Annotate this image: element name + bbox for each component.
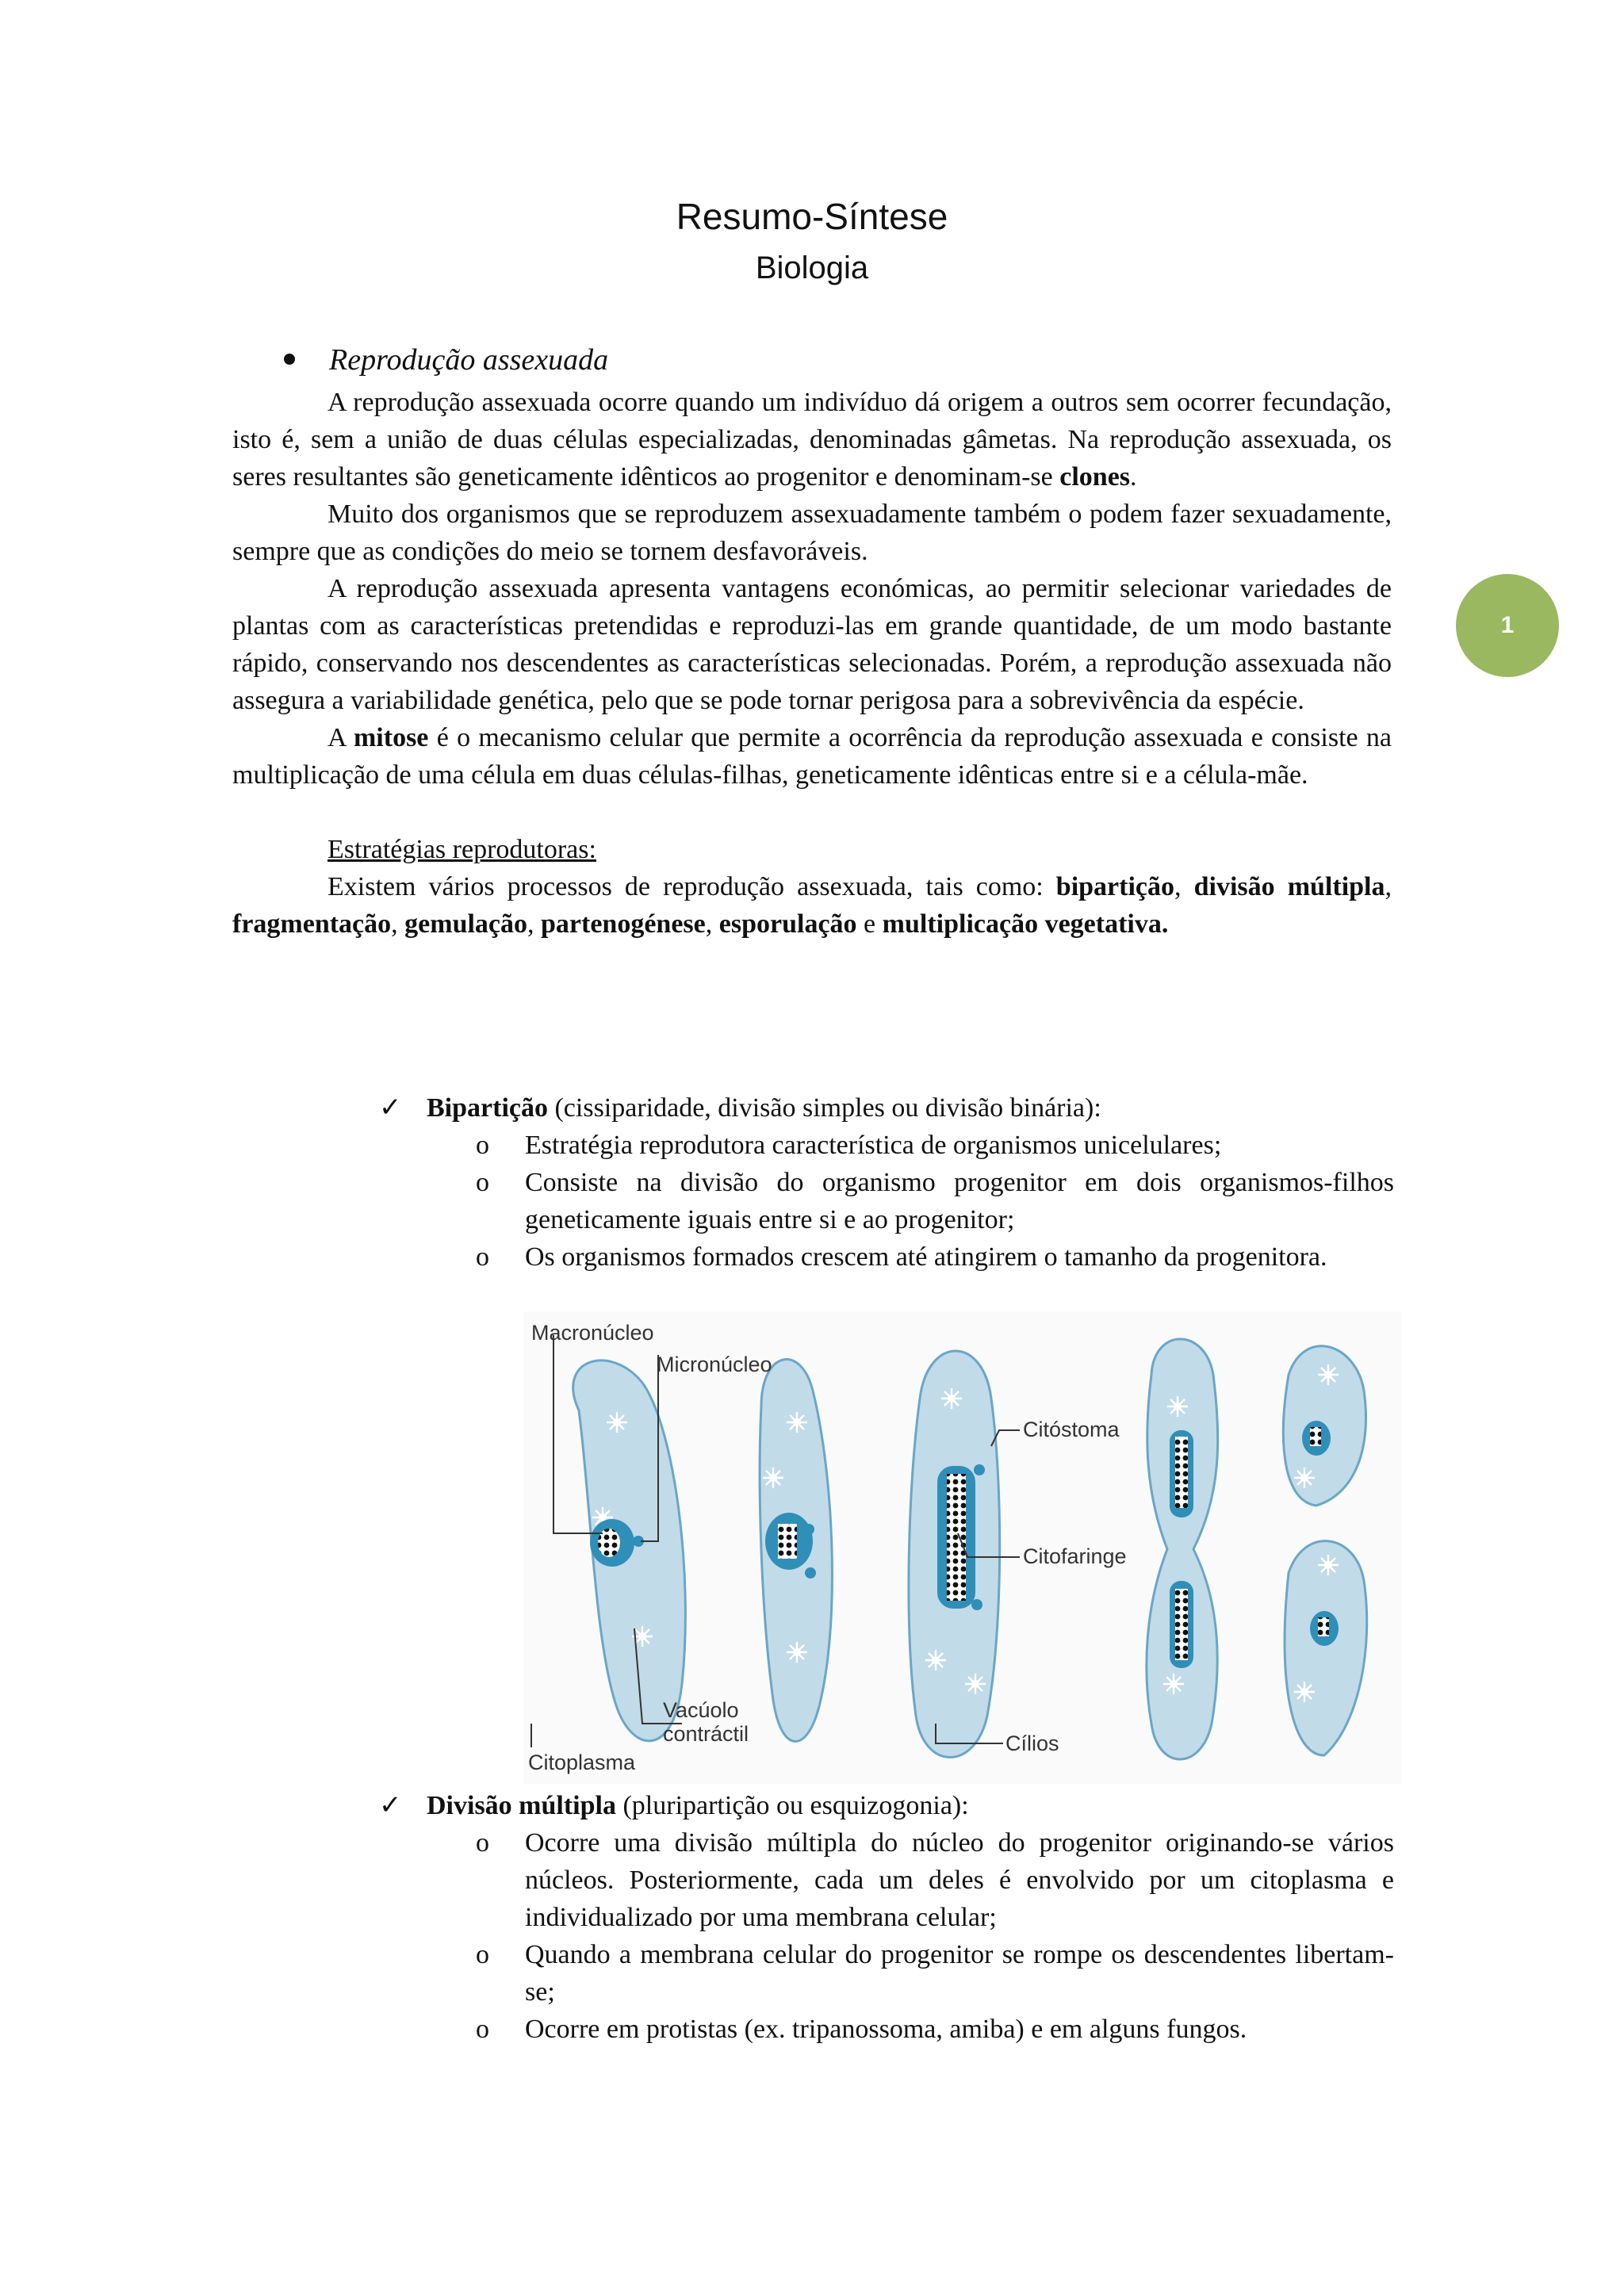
multiple-division-list xyxy=(379,1824,1394,2048)
label-vacuolo: Vacúolo xyxy=(663,1698,739,1722)
label-citoplasma: Citoplasma xyxy=(528,1751,636,1774)
checkmark-icon: ✓ xyxy=(379,1789,402,1821)
strategies-intro: Existem vários processos de reprodução assexuada, tais como: bipartição, divisão múltipla, fragmentação, gemulação, partenogénese, esporulação e multiplicação vegetativa. xyxy=(232,872,1392,939)
label-citofaringe: Citofaringe xyxy=(1023,1544,1127,1568)
label-contractil: contráctil xyxy=(663,1722,749,1746)
paramecium-cell-3 xyxy=(909,1351,1000,1758)
label-citostoma: Citóstoma xyxy=(1023,1418,1120,1441)
checkmark-icon: ✓ xyxy=(379,1092,402,1123)
paragraph-advantages: A reprodução assexuada apresenta vantagens económicas, ao permitir selecionar variedades de plantas com as características pretendidas e reproduzi-las em grande quantidade, de um modo bastante rápido, conservando nos descendentes as características selecionadas. Porém, a reprodução assexuada não assegura a variabilidade genética, pelo que se pode tornar perigosa para a sobrevivência da espécie. xyxy=(232,574,1392,715)
strategies-heading: Estratégias reprodutoras: xyxy=(327,835,596,864)
multiple-division-section: ✓ Divisão múltipla (pluripartição ou esquizogonia): o Ocorre uma divisão múltipla do núcleo do progenitor originando-se vários núcleos. Posteriormente, cada um deles é envolvido por um citoplasma e individualizado por uma membrana celular; o Quando a membrana celular do progenitor se rompe os descendentes libertam-se; o Ocorre em protistas (ex. tripanossoma, amiba) e em alguns fungos. xyxy=(379,1787,1394,2048)
paragraph-sexual: Muito dos organismos que se reproduzem assexuadamente também o podem fazer sexuadamente, sempre que as condições do meio se tornem desfavoráveis. xyxy=(232,499,1392,566)
page-number-badge: 1 xyxy=(1456,574,1559,677)
list-item: o Consiste na divisão do organismo progenitor em dois organismos-filhos geneticamente iguais entre si e ao progenitor; xyxy=(476,1168,1394,1234)
page-subtitle: Biologia xyxy=(755,251,869,285)
list-item: o Quando a membrana celular do progenitor se rompe os descendentes libertam-se; xyxy=(476,1940,1394,2007)
label-cilios: Cílios xyxy=(1005,1732,1059,1755)
list-item: o Ocorre em protistas (ex. tripanossoma, amiba) e em alguns fungos. xyxy=(476,2015,1247,2044)
bipartition-figure xyxy=(523,1311,1402,1784)
paragraph-mitosis: A mitose é o mecanismo celular que permite a ocorrência da reprodução assexuada e consiste na multiplicação de uma célula em duas células-filhas, geneticamente idênticas entre si e a célula-mãe. xyxy=(232,723,1392,790)
section-heading-asexual: Reprodução assexuada xyxy=(329,343,609,377)
page-title: Resumo-Síntese xyxy=(676,196,948,237)
label-micronucleo: Micronúcleo xyxy=(657,1353,772,1376)
label-macronucleo: Macronúcleo xyxy=(531,1321,654,1345)
list-item: o Os organismos formados crescem até atingirem o tamanho da progenitora. xyxy=(476,1242,1327,1272)
bipartition-section: ✓ Bipartição (cissiparidade, divisão simples ou divisão binária): o Estratégia reprodutora característica de organismos unicelulares; o Consiste na divisão do organismo progenitor em dois organismos-filhos geneticamente iguais entre si e ao progenitor; o Os organismos formados crescem até atingirem o tamanho da progenitora. xyxy=(379,1089,1394,1276)
section-body xyxy=(232,384,1392,943)
list-item: o Ocorre uma divisão múltipla do núcleo do progenitor originando-se vários núcleos. Posteriormente, cada um deles é envolvido por um citoplasma e individualizado por uma membrana celular; xyxy=(476,1828,1394,1932)
bipartition-list xyxy=(379,1127,1394,1276)
list-item: o Estratégia reprodutora característica de organismos unicelulares; xyxy=(476,1131,1222,1160)
paragraph-definition: A reprodução assexuada ocorre quando um indivíduo dá origem a outros sem ocorrer fecundação, isto é, sem a união de duas células especializadas, denominadas gâmetas. Na reprodução assexuada, os seres resultantes são geneticamente idênticos ao progenitor e denominam-se clones. xyxy=(232,388,1392,492)
